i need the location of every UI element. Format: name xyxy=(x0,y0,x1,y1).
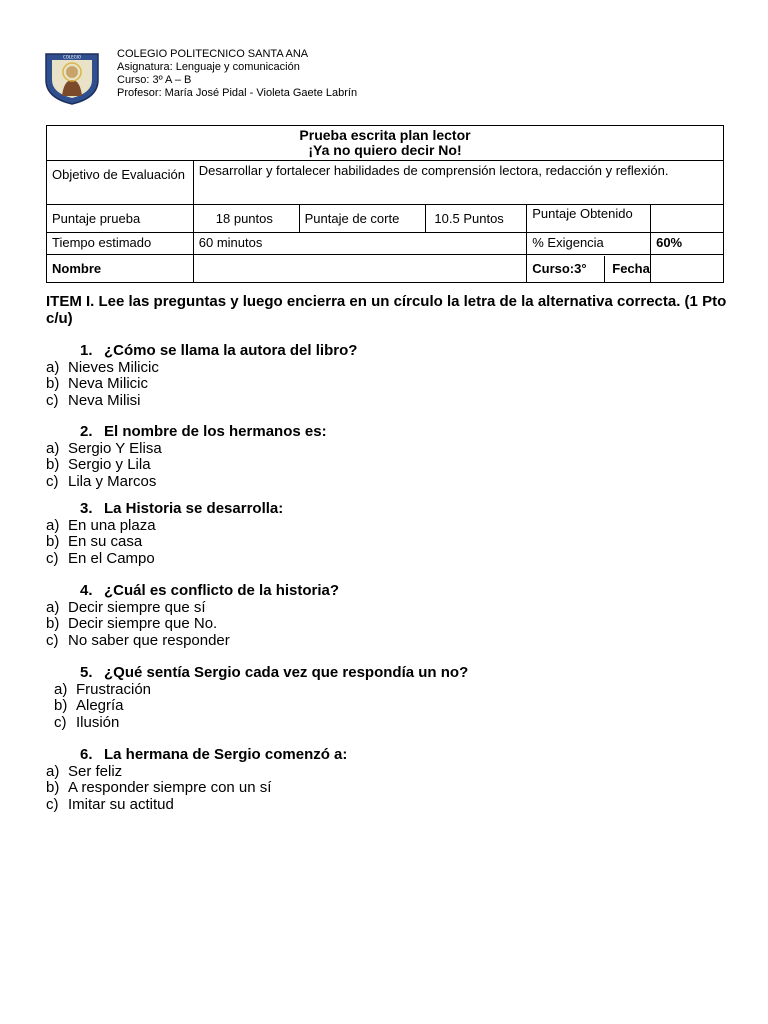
question-text: ¿Cuál es conflicto de la historia? xyxy=(104,582,340,599)
option-letter[interactable]: b) xyxy=(46,615,60,632)
document-header xyxy=(42,48,742,108)
option-letter[interactable]: a) xyxy=(46,358,60,376)
option-text: Nieves Milicic xyxy=(68,358,159,376)
question-title xyxy=(46,747,736,764)
date-field[interactable] xyxy=(651,255,724,283)
option-b[interactable] xyxy=(46,457,736,474)
option-text: Frustración xyxy=(76,680,152,698)
score-label: Puntaje prueba xyxy=(47,205,194,233)
option-text: Neva Milicic xyxy=(68,375,149,392)
question-3 xyxy=(46,501,736,567)
option-letter[interactable]: b) xyxy=(46,533,60,550)
option-letter[interactable]: b) xyxy=(46,456,60,473)
question-1 xyxy=(46,343,736,409)
demand-label: % Exigencia xyxy=(527,233,651,255)
option-letter[interactable]: a) xyxy=(46,762,60,780)
objective-value: Desarrollar y fortalecer habilidades de comprensión lectora, redacción y reflexión. xyxy=(193,161,723,205)
option-text: Imitar su actitud xyxy=(68,795,174,813)
question-text: La hermana de Sergio comenzó a: xyxy=(104,746,348,763)
option-a[interactable] xyxy=(46,600,736,617)
item-heading: ITEM I. Lee las preguntas y luego encierra en un círculo la letra de la alternativa correcta. (1 Pto c/u) xyxy=(46,293,727,327)
option-letter[interactable]: b) xyxy=(46,779,60,796)
exam-title: Prueba escrita plan lector xyxy=(299,127,471,143)
time-value: 60 minutos xyxy=(193,233,526,255)
option-text: En su casa xyxy=(68,533,143,550)
question-5 xyxy=(46,665,736,731)
option-text: Sergio Y Elisa xyxy=(68,439,162,457)
school-name: COLEGIO POLITECNICO SANTA ANA xyxy=(117,48,309,60)
option-c[interactable] xyxy=(46,715,736,732)
option-a[interactable] xyxy=(46,441,736,458)
exam-info-table xyxy=(46,125,724,283)
option-letter[interactable]: c) xyxy=(46,472,59,490)
question-6 xyxy=(46,747,736,813)
option-a[interactable] xyxy=(46,518,736,535)
obtained-score-label: Puntaje Obtenido xyxy=(527,205,651,233)
option-text: En una plaza xyxy=(68,516,156,534)
option-letter[interactable]: c) xyxy=(46,391,59,409)
option-text: Ilusión xyxy=(76,713,120,731)
question-title xyxy=(46,583,736,600)
name-label: Nombre xyxy=(47,255,194,283)
option-b[interactable] xyxy=(46,698,736,715)
option-text: Neva Milisi xyxy=(68,391,141,409)
option-c[interactable] xyxy=(46,393,736,410)
option-a[interactable] xyxy=(46,682,736,699)
obtained-score-field[interactable] xyxy=(651,205,724,233)
subject-line: Asignatura: Lenguaje y comunicación xyxy=(117,61,300,73)
option-text: Decir siempre que No. xyxy=(68,615,218,632)
option-text: Decir siempre que sí xyxy=(68,598,206,616)
option-a[interactable] xyxy=(46,360,736,377)
teachers-line: Profesor: María José Pidal - Violeta Gaete Labrín xyxy=(117,87,358,99)
question-number: 2. xyxy=(80,423,93,440)
option-text: Alegría xyxy=(76,697,124,714)
svg-text:COLEGIO: COLEGIO xyxy=(62,54,82,60)
question-text: El nombre de los hermanos es: xyxy=(104,423,327,440)
question-text: ¿Cómo se llama la autora del libro? xyxy=(104,342,358,359)
question-title xyxy=(46,343,736,360)
option-letter[interactable]: b) xyxy=(54,697,68,714)
option-letter[interactable]: a) xyxy=(46,439,60,457)
option-c[interactable] xyxy=(46,551,736,568)
cut-score-label: Puntaje de corte xyxy=(299,205,426,233)
score-value: 18 puntos xyxy=(193,205,299,233)
option-letter[interactable]: c) xyxy=(46,795,59,813)
option-b[interactable] xyxy=(46,780,736,797)
course-date-cell xyxy=(527,255,651,283)
option-b[interactable] xyxy=(46,376,736,393)
book-title: ¡Ya no quiero decir No! xyxy=(308,142,462,158)
name-field[interactable] xyxy=(193,255,526,283)
cut-score-value: 10.5 Puntos xyxy=(426,205,527,233)
school-crest-logo xyxy=(42,50,102,106)
option-b[interactable] xyxy=(46,616,736,633)
question-number: 6. xyxy=(80,746,93,763)
option-letter[interactable]: c) xyxy=(46,549,59,567)
question-2 xyxy=(46,424,736,490)
option-letter[interactable]: a) xyxy=(46,598,60,616)
demand-value: 60% xyxy=(651,233,724,255)
option-letter[interactable]: a) xyxy=(54,680,68,698)
option-text: Lila y Marcos xyxy=(68,472,157,490)
option-c[interactable] xyxy=(46,474,736,491)
option-c[interactable] xyxy=(46,633,736,650)
question-text: ¿Qué sentía Sergio cada vez que respondía un no? xyxy=(104,664,469,681)
question-title xyxy=(46,665,736,682)
option-c[interactable] xyxy=(46,797,736,814)
exam-title-cell xyxy=(47,126,724,161)
option-text: En el Campo xyxy=(68,549,155,567)
option-letter[interactable]: c) xyxy=(54,713,67,731)
objective-label: Objetivo de Evaluación xyxy=(47,161,194,205)
option-letter[interactable]: c) xyxy=(46,631,59,649)
question-title xyxy=(46,424,736,441)
question-title xyxy=(46,501,736,518)
date-label: Fecha xyxy=(604,256,650,282)
header-text-block xyxy=(117,48,357,100)
option-b[interactable] xyxy=(46,534,736,551)
option-text: A responder siempre con un sí xyxy=(68,779,272,796)
time-label: Tiempo estimado xyxy=(47,233,194,255)
question-number: 3. xyxy=(80,500,93,517)
option-letter[interactable]: b) xyxy=(46,375,60,392)
question-number: 1. xyxy=(80,342,93,359)
question-number: 5. xyxy=(80,664,93,681)
option-text: No saber que responder xyxy=(68,631,230,649)
course-label: Curso:3° xyxy=(532,260,587,276)
course-line: Curso: 3º A – B xyxy=(117,74,192,86)
question-text: La Historia se desarrolla: xyxy=(104,500,284,517)
question-number: 4. xyxy=(80,582,93,599)
option-text: Sergio y Lila xyxy=(68,456,151,473)
option-text: Ser feliz xyxy=(68,762,123,780)
question-4 xyxy=(46,583,736,649)
option-letter[interactable]: a) xyxy=(46,516,60,534)
option-a[interactable] xyxy=(46,764,736,781)
